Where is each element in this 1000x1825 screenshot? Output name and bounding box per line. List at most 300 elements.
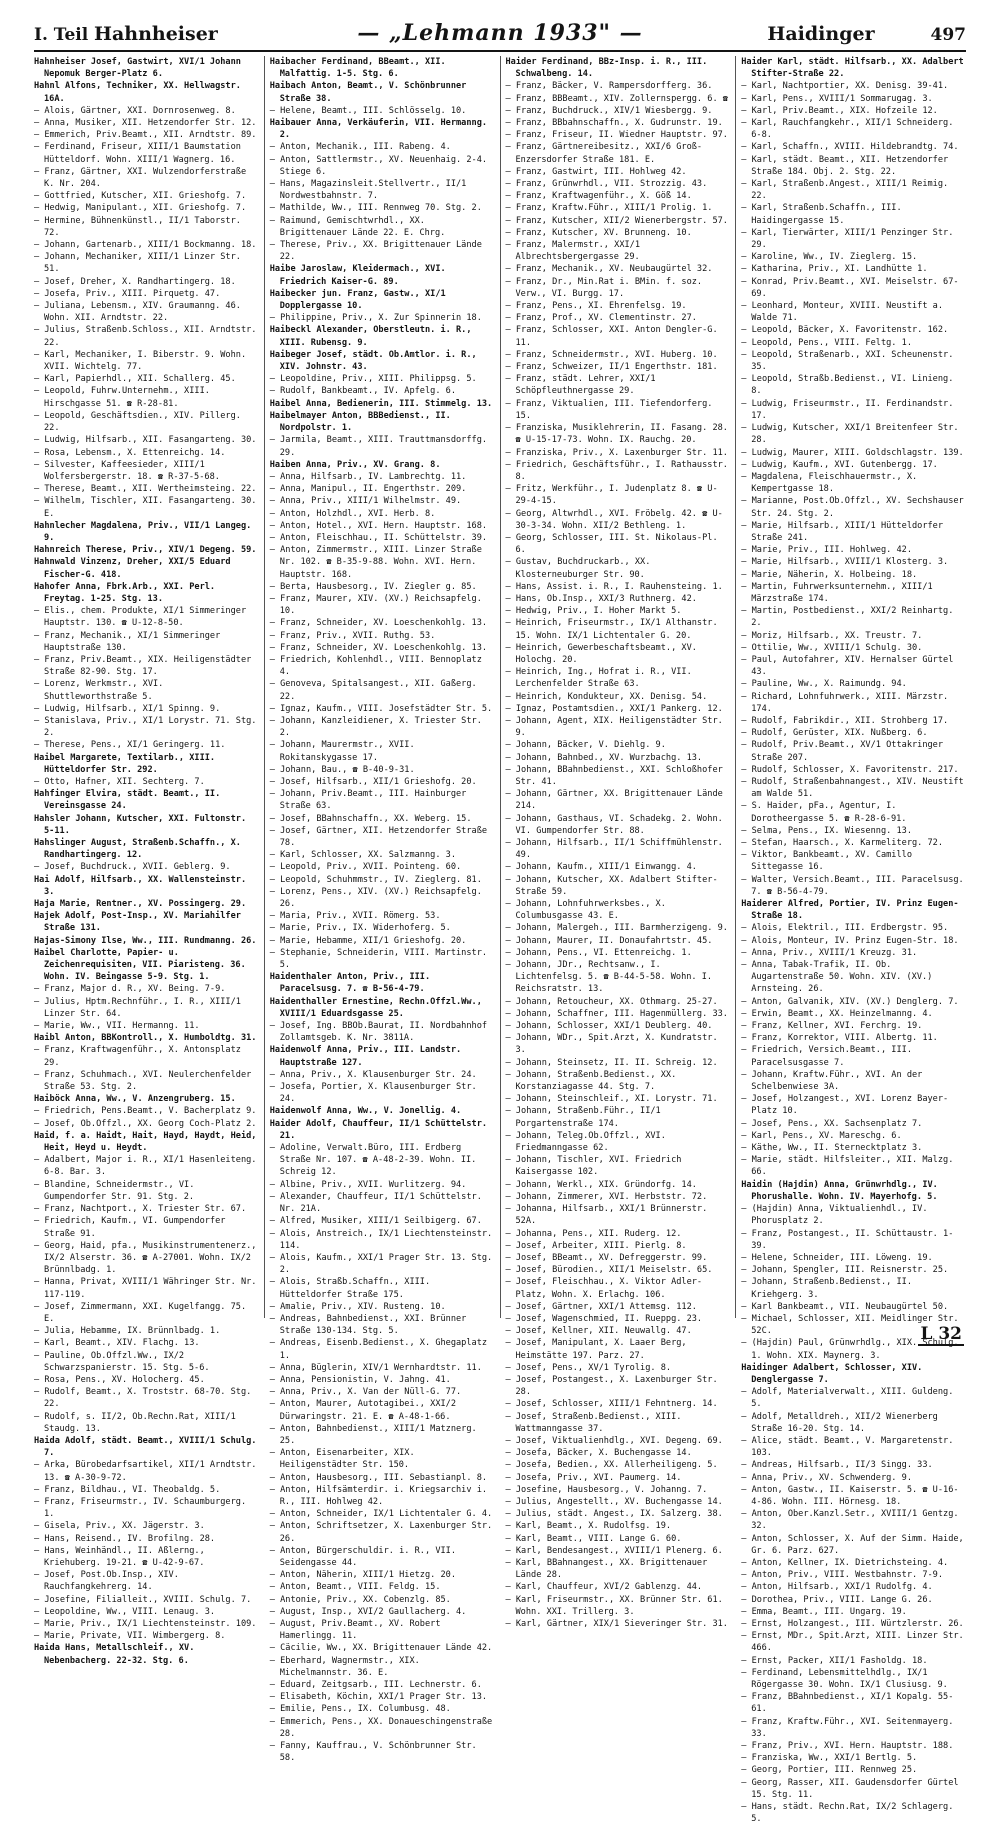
list-item: — Josefa, Priv., XVI. Paumerg. 14. (505, 1472, 682, 1483)
list-item: — Rosa, Pens., XV. Holocherg. 45. (34, 1374, 205, 1385)
list-item: — Silvester, Kaffeesieder, XIII/1 Wolfersbergerstr. 18. ☎ R-37-5-68. (34, 459, 220, 482)
list-item: — Marie, Hebamme, XII/1 Grieshofg. 20. (269, 935, 467, 946)
list-item: — Friedrich, Pens.Beamt., V. Bacherplatz 9. (34, 1106, 257, 1117)
list-item: — Ludwig, Hilfsarb., XII. Fasangarteng. 30. (34, 435, 257, 446)
list-item: — Ludwig, Kaufm., XVI. Gutenbergg. 17. (741, 459, 938, 470)
list-item: — Hedwig, Manipulant., XII. Grieshofg. 7. (34, 203, 247, 214)
list-item: — Karl, Tierwärter, XIII/1 Penzinger Str. 29. (741, 227, 954, 251)
list-item: — Andreas, Bahnbedienst., XXI. Brünner Straße 130-134. Stg. 5. (269, 1313, 467, 1337)
list-item: — Josefa, Bedien., XX. Allerheiligeng. 5. (505, 1460, 718, 1471)
list-item: — Franz, Buchdruck., XIV/1 Wiesbergg. 9. (505, 105, 713, 116)
list-item: — Anton, Schneider, IX/1 Lichtentaler G. 4. (269, 1509, 493, 1520)
list-item: — Anton, Priv., VIII. Westbahnstr. 7-9. (741, 1570, 944, 1581)
list-item: — Marie, Priv., IX/1 Liechtensteinstr. 109. (34, 1619, 257, 1629)
list-item: — Karl, Priv.Beamt., XIX. Hofzeile 12. (741, 105, 938, 116)
list-item: — Friedrich, Geschäftsführ., I. Rathausstr. 8. (505, 459, 728, 482)
page-title: — „Lehmann 1933" — (357, 20, 643, 46)
list-item: — Adolf, Materialverwalt., XIII. Guldeng. 5. (741, 1387, 954, 1410)
list-item: — Anton, Näherin, XIII/1 Hietzg. 20. (269, 1570, 457, 1581)
list-item: — Martin, Postbedienst., XXI/2 Reinhartg. 2. (741, 606, 954, 629)
list-item: — Friedrich, Kohlenhdl., VIII. Bennoplatz 4. (269, 654, 482, 678)
list-item: — Julia, Hebamme, IX. Brünnlbadg. 1. (34, 1326, 221, 1337)
surname-entry: Hahnheiser Josef, Gastwirt, XVI/1 Johann Nepomuk Berger-Platz 6. (34, 57, 241, 80)
list-item: — Johann, Steinschleif., XI. Lorystr. 71. (505, 1094, 718, 1105)
list-item: — Ludwig, Hilfsarb., XI/1 Spinng. 9. (34, 703, 221, 714)
surname-entry: Hahnwald Vinzenz, Dreher, XXI/5 Eduard Fischer-G. 418. (34, 557, 231, 580)
directory-column (34, 56, 264, 1666)
list-item: — Johann, Lohnfuhrwerksbes., X. Columbusgasse 43. E. (505, 899, 666, 922)
list-item: — Anton, Hilfsarb., XXI/1 Rudolfg. 4. (741, 1582, 933, 1593)
list-item: — Franz, Mechanik., XI/1 Simmeringer Hauptstraße 130. (34, 630, 221, 653)
list-item: — Johann, JDr., Rechtsanw., I. Lichtenfelsg. 5. ☎ B-44-5-58. Wohn. I. Reichsratstr. 13. (505, 960, 713, 995)
list-item: — Julius, Hptm.Rechnführ., I. R., XIII/1 Linzer Str. 64. (34, 996, 241, 1019)
list-item: — Josefa, Portier, X. Klausenburger Str. 24. (269, 1082, 477, 1105)
list-item: — Josefa, Bäcker, X. Buchengasse 14. (505, 1448, 692, 1459)
list-item: — Michael, Schlosser, XII. Meidlinger Str. 52C. (741, 1313, 959, 1337)
list-item: — Alois, Monteur, IV. Prinz Eugen-Str. 18. (741, 935, 959, 946)
list-item: — Julius, Straßenb.Schloss., XII. Arndtstr. 22. (34, 325, 257, 348)
list-item: — Franz, Bildhau., VI. Theobaldg. 5. (34, 1484, 221, 1495)
list-item: — Ernst, Holzangest., III. Würtzlerstr. 26. (741, 1619, 964, 1629)
list-item: — Franz, Malermstr., XXI/1 Albrechtsbergergasse 29. (505, 240, 641, 263)
list-item: — Alois, Straßb.Schaffn., XIII. Hütteldorfer Straße 175. (269, 1277, 431, 1300)
list-item: — Franz, Priv., XVII. Ruthg. 53. (269, 630, 436, 641)
list-item: — Johann, Straßenb.Bedienst., II. Kriehgerg. 3. (741, 1277, 912, 1300)
list-item: — Leonhard, Monteur, XVIII. Neustift a. Walde 71. (741, 301, 944, 324)
list-item: — Marie, Priv., IX. Widerhoferg. 5. (269, 923, 451, 934)
surname-entry: Haida Hans, Metallschleif., XV. Nebenbacherg. 22-32. Stg. 6. (34, 1643, 195, 1666)
surname-entry: Haibl Anton, BBKontroll., X. Humboldtg. 31. (34, 1033, 257, 1044)
list-item: — Heinrich, Kondukteur, XX. Denisg. 54. (505, 691, 708, 702)
surname-entry: Haidenthaller Ernestine, Rechn.Offzl.Ww., XVIII/1 Eduardsgasse 25. (269, 996, 482, 1019)
list-item: — Cäcilie, Ww., XX. Brigittenauer Lände 42. (269, 1643, 493, 1654)
list-item: — Josef, Gärtner, XXI/1 Attemsg. 112. (505, 1301, 697, 1312)
surname-entry: Haider Adolf, Chauffeur, II/1 Schüttelstr. 21. (269, 1118, 488, 1141)
list-item: — Anton, Hotel., XVI. Hern. Hauptstr. 168. (269, 520, 488, 531)
list-item: — Josef, Kellner, XII. Neuwallg. 47. (505, 1326, 692, 1337)
list-item: — Josef, Post.Ob.Insp., XIV. Rauchfangkehrerg. 14. (34, 1570, 179, 1593)
surname-entry: Haibacher Ferdinand, BBeamt., XII. Malfattig. 1-5. Stg. 6. (269, 57, 446, 80)
list-item: — Franz, BBBeamt., XIV. Zollernspergg. 6. ☎ (505, 93, 728, 104)
list-item: — Anna, Priv., X. Van der Nüll-G. 77. (269, 1387, 462, 1398)
list-item: — Amalie, Priv., XIV. Rusteng. 10. (269, 1301, 446, 1312)
list-item: — Karl, Chauffeur, XVI/2 Gablenzg. 44. (505, 1582, 703, 1593)
surname-entry: Hahnl Alfons, Techniker, XX. Hellwagstr. 16A. (34, 81, 241, 104)
list-item: — Stefan, Haarsch., X. Karmeliterg. 72. (741, 838, 944, 848)
list-item: — Friedrich, Kaufm., VI. Gumpendorfer Straße 91. (34, 1216, 226, 1239)
list-item: — Katharina, Priv., XI. Landhütte 1. (741, 264, 928, 275)
surname-entry: Hahnlecher Magdalena, Priv., VII/1 Langeg. 9. (34, 520, 252, 543)
list-item: — Josef, Ob.Offzl., XX. Georg Coch-Platz 2. (34, 1118, 257, 1129)
list-item: — Franz, Schlosser, XXI. Anton Dengler-G. 11. (505, 325, 718, 348)
list-item: — Stephanie, Schneiderin, VIII. Martinstr. 5. (269, 947, 488, 971)
last-entry-word: Haidinger (767, 23, 875, 45)
list-item: — Helene, Beamt., III. Schlösselg. 10. (269, 105, 467, 116)
list-item: — Karl, Schlosser, XX. Salzmanng. 3. (269, 850, 457, 861)
surname-entry: Haider Karl, städt. Hilfsarb., XX. Adalbert Stifter-Straße 22. (741, 57, 964, 80)
list-item: — Karl, Mechaniker, I. Biberstr. 9. Wohn. XVII. Wichtelg. 77. (34, 349, 247, 373)
surname-entry: Haja Marie, Rentner., XV. Possingerg. 29. (34, 899, 247, 910)
surname-entry: Hajek Adolf, Post-Insp., XV. Mariahilfer Straße 131. (34, 911, 241, 934)
list-item: — Fritz, Werkführ., I. Judenplatz 8. ☎ U-29-4-15. (505, 484, 718, 507)
list-item: — Anton, Ober.Kanzl.Setr., XVIII/1 Gentzg. 32. (741, 1509, 959, 1532)
list-item: — Pauline, Ww., X. Raimundg. 94. (741, 679, 907, 690)
list-item: — Johann, Teleg.Ob.Offzl., XVI. Friedmanngasse 62. (505, 1130, 666, 1154)
list-item: — Karl, Gärtner, XIX/1 Sieveringer Str. 31. (505, 1619, 728, 1629)
list-item: — Hans, städt. Rechn.Rat, IX/2 Schlagerg. 5. (741, 1802, 954, 1825)
list-item: — Karl, Papierhdl., XII. Schallerg. 45. (34, 374, 236, 385)
list-item: — Anton, Bahnbedienst., XIII/1 Matznerg. 25. (269, 1423, 477, 1446)
list-item: — Josefa, Priv., XIII. Pirquetg. 47. (34, 288, 221, 299)
list-item: — Franz, Kraftw.Führ., XVI. Seitenmayerg. 33. (741, 1716, 954, 1739)
list-item: — Wilhelm, Tischler, XII. Fasangarteng. 30. E. (34, 496, 257, 519)
surname-entry: Haibel Anna, Bedienerin, III. Stimmelg. 13. (269, 398, 493, 409)
list-item: — Käthe, Ww., II. Sternecktplatz 3. (741, 1143, 923, 1154)
list-item: — Hans, Assist. i. R., I. Rauhensteing. 1. (505, 581, 723, 592)
list-item: — Johann, Maurermstr., XVII. Rokitanskygasse 17. (269, 740, 415, 763)
header-divider (34, 50, 966, 52)
list-item: — Franz, Prof., XV. Clementinstr. 27. (505, 313, 697, 324)
list-item: — Genoveva, Spitalsangest., XII. Gaßerg. 22. (269, 679, 477, 702)
list-item: — Anna, Manipul., II. Engerthstr. 209. (269, 484, 467, 495)
list-item: — Hans, Ob.Insp., XXI/3 Ruthnerg. 42. (505, 593, 697, 604)
list-item: — Hans, Reisend., IV. Brofilng. 28. (34, 1533, 216, 1544)
list-item: — Leopold, Straßenarb., XXI. Scheunenstr. 35. (741, 349, 954, 373)
list-item: — Josef, Pens., XV/1 Tyrolig. 8. (505, 1362, 672, 1373)
list-item: — Johann, Gasthaus, VI. Schadekg. 2. Wohn. VI. Gumpendorfer Str. 88. (505, 813, 723, 836)
list-item: — Josef, BBeamt., XV. Defreggerstr. 99. (505, 1252, 708, 1263)
list-item: — Franz, Gärtner, XXI. Wulzendorferstraße K. Nr. 204. (34, 166, 247, 190)
list-item: — Hedwig, Priv., I. Hoher Markt 5. (505, 606, 682, 617)
list-item: — Eduard, Zeitgsarb., III. Lechnerstr. 6. (269, 1680, 482, 1691)
list-item: — Jarmila, Beamt., XIII. Trauttmansdorffg. 29. (269, 435, 488, 458)
list-item: — Franz, Gastwirt, III. Hohlweg 42. (505, 166, 687, 177)
list-item: — Franz, Viktualien, III. Tiefendorferg. 15. (505, 398, 713, 421)
list-item: — Marie, Hilfsarb., XIII/1 Hütteldorfer Straße 241. (741, 520, 944, 543)
list-item: — Marie, Priv., III. Hohlweg. 42. (741, 545, 912, 556)
surname-entry: Hahofer Anna, Fbrk.Arb., XXI. Perl. Freytag. 1-25. Stg. 13. (34, 581, 216, 604)
list-item: — Emmerich, Priv.Beamt., XII. Arndtstr. 89. (34, 130, 257, 141)
list-item: — August, Insp., XVI/2 Gaullacherg. 4. (269, 1606, 467, 1617)
list-item: — Arka, Bürobedarfsartikel, XII/1 Arndtstr. 13. ☎ A-30-9-72. (34, 1460, 257, 1483)
page-header (34, 14, 966, 48)
list-item: — Alexander, Chauffeur, II/1 Schüttelstr. Nr. 21A. (269, 1191, 482, 1215)
list-item: — Anton, Schriftsetzer, X. Laxenburger Str. 26. (269, 1521, 493, 1544)
list-item: — Magdalena, Fleischhauermstr., X. Kempertgasse 18. (741, 471, 918, 495)
list-item: — (Hajdin) Anna, Viktualienhdl., IV. Phorusplatz 2. (741, 1204, 928, 1227)
list-item: — Josef, Schlosser, XIII/1 Fehntnerg. 14. (505, 1399, 718, 1410)
list-item: — Karoline, Ww., IV. Zieglerg. 15. (741, 252, 918, 263)
list-item: — Paul, Autofahrer, XIV. Hernalser Gürtel 43. (741, 654, 954, 678)
list-item: — Ignaz, Kaufm., VIII. Josefstädter Str. 5. (269, 703, 493, 714)
list-item: — Josef, Wagenschmied, II. Rueppg. 23. (505, 1313, 703, 1324)
list-item: — Leopoldine, Priv., XIII. Philippsg. 5. (269, 374, 477, 385)
list-item: — Gisela, Priv., XX. Jägerstr. 3. (34, 1521, 205, 1532)
list-item: — Josef, Holzangest., XVI. Lorenz Bayer-Platz 10. (741, 1094, 949, 1117)
list-item: — Franziska, Ww., XXI/1 Bertlg. 5. (741, 1753, 918, 1764)
list-item: — Therese, Pens., XI/1 Geringerg. 11. (34, 740, 226, 751)
list-item: — Karl, städt. Beamt., XII. Hetzendorfer Straße 184. Obj. 2. Stg. 22. (741, 154, 949, 177)
list-item: — Anton, Beamt., VIII. Feldg. 15. (269, 1582, 441, 1593)
list-item: — Alice, städt. Beamt., V. Margaretenstr. 103. (741, 1435, 954, 1459)
list-item: — Heinrich, Friseurmstr., IX/1 Althanstr. 15. Wohn. IX/1 Lichtentaler G. 20. (505, 618, 718, 641)
list-item: — Leopold, Fuhrw.Unternehm., XIII. Hirschgasse 51. ☎ R-28-81. (34, 386, 210, 409)
list-item: — Johann, Gartenarb., XIII/1 Bockmanng. 18. (34, 240, 257, 251)
list-item: — Therese, Beamt., XII. Wertheimsteing. 22. (34, 484, 257, 495)
list-item: — Franz, Nachtport., X. Triester Str. 67. (34, 1204, 247, 1215)
list-item: — Anna, Büglerin, XIV/1 Wernhardtstr. 11. (269, 1362, 482, 1373)
list-item: — Hermine, Bühnenkünstl., II/1 Taborstr. 72. (34, 215, 241, 238)
directory-column (500, 56, 736, 1629)
list-item: — Hanna, Privat, XVIII/1 Währinger Str. Nr. 117-119. (34, 1277, 257, 1300)
list-item: — Anton, Galvanik, XIV. (XV.) Denglerg. 7. (741, 996, 959, 1007)
list-item: — Hans, Magazinsleit.Stellvertr., II/1 Nordwestbahnstr. 7. (269, 179, 467, 202)
list-item: — Anton, Kellner, IX. Dietrichsteing. 4. (741, 1557, 949, 1568)
surname-entry: Haider Ferdinand, BBz-Insp. i. R., III. Schwalbeng. 14. (505, 57, 708, 80)
list-item: — Anna, Musiker, XII. Hetzendorfer Str. 12. (34, 118, 257, 129)
list-item: — Marie, Private, VII. Wimbergerg. 8. (34, 1631, 226, 1642)
list-item: — Alois, Gärtner, XXI. Dornrosenweg. 8. (34, 105, 236, 116)
list-item: — Anton, Fleischhau., II. Schüttelstr. 39. (269, 532, 488, 543)
list-item: — S. Haider, pFa., Agentur, I. Dorotheergasse 5. ☎ R-28-6-91. (741, 801, 907, 824)
list-item: — Johann, Kutscher, XX. Adalbert Stifter-Straße 59. (505, 874, 718, 897)
list-item: — Josef, Zimmermann, XXI. Kugelfangg. 75. E. (34, 1301, 247, 1324)
list-item: — Albine, Priv., XVII. Wurlitzerg. 94. (269, 1179, 467, 1190)
list-item: — Johann, Malergeh., III. Barmherzigeng. 9. (505, 923, 728, 934)
list-item: — Johann, Priv.Beamt., III. Hainburger Straße 63. (269, 789, 467, 812)
surname-entry: Haiben Anna, Priv., XV. Grang. 8. (269, 459, 441, 470)
list-item: — Josef, Ing. BBOb.Baurat, II. Nordbahnhof Zollamtsgeb. K. Nr. 3811A. (269, 1021, 488, 1044)
list-item: — Franz, Postangest., II. Schüttaustr. 1-39. (741, 1228, 954, 1251)
list-item: — Marie, Ww., VII. Hermanng. 11. (34, 1021, 200, 1032)
surname-entry: Haiderer Alfred, Portier, IV. Prinz Eugen-Straße 18. (741, 899, 959, 922)
list-item: — Johann, Schaffner, III. Hagenmüllerg. 33. (505, 1008, 728, 1019)
list-item: — Johann, Agent, XIX. Heiligenstädter Str. 9. (505, 715, 723, 739)
list-item: — Franz, Grünwrhdl., VII. Strozzig. 43. (505, 179, 708, 190)
list-item: — Ottilie, Ww., XVIII/1 Schulg. 30. (741, 642, 923, 653)
list-item: — Josef, Dreher, X. Randhartingerg. 18. (34, 276, 236, 287)
list-item: — Rudolf, Beamt., X. Troststr. 68-70. Stg. 22. (34, 1387, 252, 1410)
list-item: — Josef, Buchdruck., XVII. Geblerg. 9. (34, 862, 231, 873)
list-item: — Ludwig, Kutscher, XXI/1 Breitenfeer Str. 28. (741, 423, 959, 446)
surname-entry: Haibecker jun. Franz, Gastw., XI/1 Dopplergasse 10. (269, 288, 446, 312)
list-item: — Josefine, Hausbesorg., V. Johanng. 7. (505, 1484, 708, 1495)
list-item: — Anton, Eisenarbeiter, XIX. Heiligenstädter Str. 150. (269, 1448, 415, 1471)
list-item: — Franz, Schweizer, II/1 Engerthstr. 181. (505, 362, 718, 373)
list-item: — Franziska, Musiklehrerin, II. Fasang. 28. ☎ U-15-17-73. Wohn. IX. Rauchg. 20. (505, 423, 728, 446)
list-item: — Franz, Bäcker, V. Rampersdorfferg. 36. (505, 81, 713, 92)
list-item: — Franz, Kellner, XVI. Ferchrg. 19. (741, 1021, 923, 1032)
list-item: — Stanislava, Priv., XI/1 Lorystr. 71. Stg. 2. (34, 715, 257, 739)
list-item: — Josef, Straßenb.Bedienst., XIII. Wattmanngasse 37. (505, 1411, 682, 1434)
list-item: — Blandine, Schneidermstr., VI. Gumpendorfer Str. 91. Stg. 2. (34, 1179, 195, 1202)
list-item: — Dorothea, Priv., VIII. Lange G. 26. (741, 1594, 933, 1605)
list-item: — Johann, Mechaniker, XIII/1 Linzer Str. 51. (34, 252, 241, 275)
list-item: — Leopold, Priv., XVII. Pointeng. 60. (269, 862, 462, 873)
list-item: — Gottfried, Kutscher, XII. Grieshofg. 7. (34, 191, 247, 202)
list-item: — Ernst, Packer, XII/1 Fasholdg. 18. (741, 1655, 928, 1666)
list-item: — Heinrich, Ing., Hofrat i. R., VII. Lerchenfelder Straße 63. (505, 667, 692, 690)
list-item: — Johann, Retoucheur, XX. Othmarg. 25-27. (505, 996, 718, 1007)
list-item: — Franz, Dr., Min.Rat i. BMin. f. soz. Verw., VI. Burgg. 17. (505, 276, 703, 299)
list-item: — Johann, Pens., VI. Ettenreichg. 1. (505, 947, 692, 958)
list-item: — Heinrich, Gewerbeschaftsbeamt., XV. Holochg. 20. (505, 642, 697, 665)
surname-entry: Haibe Jaroslaw, Kleidermach., XVI. Friedrich Kaiser-G. 89. (269, 264, 446, 287)
list-item: — Johann, Kaufm., XIII/1 Einwangg. 4. (505, 862, 697, 873)
list-item: — Georg, Altwrhdl., XVI. Fröbelg. 42. ☎ U-30-3-34. Wohn. XII/2 Bethleng. 1. (505, 508, 723, 531)
list-item: — Rudolf, Priv.Beamt., XV/1 Ottakringer Straße 207. (741, 740, 944, 763)
directory-columns (34, 56, 966, 1825)
list-item: — Franz, Schneidermstr., XVI. Huberg. 10. (505, 349, 718, 360)
list-item: — (Hajdin) Paul, Grünwrhdlg., XIX. Schulg. 1. Wohn. XIX. Maynerg. 3. (741, 1338, 959, 1361)
list-item: — Fanny, Kauffrau., V. Schönbrunner Str. 58. (269, 1741, 477, 1764)
list-item: — Karl, Bendesangest., XVIII/1 Plenerg. 6. (505, 1545, 723, 1556)
list-item: — Franziska, Priv., X. Laxenburger Str. 11. (505, 447, 728, 458)
list-item: — Rudolf, Straßenbahnangest., XIV. Neustift am Walde 51. (741, 776, 964, 800)
list-item: — Johann, Gärtner, XX. Brigittenauer Lände 214. (505, 789, 723, 812)
list-item: — Leopold, Pens., VIII. Feltg. 1. (741, 337, 912, 348)
list-item: — Anton, Hilfsämterdir. i. Kriegsarchiv i. R., III. Hohlweg 42. (269, 1484, 488, 1507)
surname-entry: Haibel Margarete, Textilarb., XIII. Hütteldorfer Str. 292. (34, 752, 216, 775)
list-item: — Johann, Werkl., XIX. Gründorfg. 14. (505, 1179, 697, 1190)
list-item: — Julius, städt. Angest., IX. Salzerg. 38. (505, 1509, 723, 1520)
list-item: — Hans, Weinhändl., II. Aßlerng., Kriehuberg. 19-21. ☎ U-42-9-67. (34, 1545, 205, 1568)
surname-entry: Haida Adolf, städt. Beamt., XVIII/1 Schulg. 7. (34, 1435, 257, 1459)
list-item: — Martin, Fuhrwerksunternehm., XIII/1 Märzstraße 174. (741, 581, 933, 604)
list-item: — Emma, Beamt., III. Ungarg. 19. (741, 1606, 907, 1617)
list-item: — Josefine, Filialleit., XVIII. Schulg. 7. (34, 1594, 252, 1605)
list-item: — Johann, Bau., ☎ B-40-9-31. (269, 764, 415, 775)
list-item: — Johann, WDr., Spit.Arzt, X. Kundratstr. 3. (505, 1033, 718, 1056)
first-entry-word: Hahnheiser (94, 23, 218, 45)
list-item: — Anton, Maurer, Autotagibei., XXI/2 Dürwaringstr. 21. E. ☎ A-48-1-66. (269, 1399, 457, 1422)
list-item: — Franz, Pens., XI. Ehrenfelsg. 19. (505, 301, 687, 312)
list-item: — Rudolf, Schlosser, X. Favoritenstr. 217. (741, 764, 959, 775)
list-item: — Rudolf, Gerüster, XIX. Nußberg. 6. (741, 728, 928, 739)
list-item: — Franz, Schneider, XV. Loeschenkohlg. 13. (269, 618, 488, 629)
list-item: — Johann, Straßenb.Bedienst., XX. Korstanziagasse 44. Stg. 7. (505, 1069, 677, 1093)
list-item: — Josef, Manipulant, X. Laaer Berg, Heimstätte 197. Parz. 27. (505, 1338, 687, 1361)
surname-entry: Haidenthaler Anton, Priv., III. Paracelsusg. 7. ☎ B-56-4-79. (269, 972, 431, 995)
list-item: — Adalbert, Major i. R., XI/1 Hasenleiteng. 6-8. Bar. 3. (34, 1155, 257, 1178)
list-item: — Johanna, Pens., XII. Ruderg. 12. (505, 1228, 682, 1239)
list-item: — Anton, Sattlermstr., XV. Neuenhaig. 2-4. Stiege 6. (269, 154, 488, 177)
list-item: — Ignaz, Postamtsdien., XXI/1 Pankerg. 12. (505, 703, 723, 714)
list-item: — Johann, Steinsetz, II. II. Schreig. 12. (505, 1057, 718, 1068)
list-item: — Franz, Priv.Beamt., XIX. Heiligenstädter Straße 82-90. Stg. 17. (34, 654, 252, 678)
list-item: — Otto, Hafner, XII. Sechterg. 7. (34, 776, 205, 787)
list-item: — Franz, Friseurmstr., IV. Schaumburgerg. 1. (34, 1496, 247, 1520)
list-item: — Emilie, Pens., IX. Columbusg. 48. (269, 1704, 451, 1715)
list-item: — Marianne, Post.Ob.Offzl., XV. Sechshauser Str. 24. Stg. 2. (741, 496, 964, 519)
list-item: — Rudolf, Fabrikdir., XII. Strohberg 17. (741, 715, 949, 726)
list-item: — Alfred, Musiker, XIII/1 Seilbigerg. 67. (269, 1216, 482, 1227)
list-item: — Georg, Haid, pfa., Musikinstrumentenerz., IX/2 Alserstr. 36. ☎ A-27001. Wohn. IX/2 Brünnlbadg. 1. (34, 1240, 257, 1276)
list-item: — Karl, Nachtportier, XX. Denisg. 39-41. (741, 81, 949, 92)
list-item: — Ludwig, Maurer, XIII. Goldschlagstr. 139. (741, 447, 964, 458)
list-item: — Franz, BBbahnschaffn., X. Gudrunstr. 19. (505, 118, 723, 129)
list-item: — Georg, Rasser, XII. Gaudensdorfer Gürtel 15. Stg. 11. (741, 1777, 959, 1800)
surname-entry: Haid, f. a. Haidt, Hait, Hayd, Haydt, Heid, Heit, Heyd u. Heydt. (34, 1130, 257, 1154)
list-item: — Berta, Hausbesorg., IV. Ziegler g. 85. (269, 581, 477, 592)
list-item: — Marie, Hilfsarb., XVIII/1 Klosterg. 3. (741, 557, 949, 568)
list-item: — Anton, Gastw., II. Kaiserstr. 5. ☎ U-16-4-86. Wohn. III. Hörnesg. 18. (741, 1484, 959, 1507)
list-item: — Anna, Priv., XIII/1 Wilhelmstr. 49. (269, 496, 462, 507)
list-item: — Anton, Holzhdl., XVI. Herb. 8. (269, 508, 436, 519)
list-item: — Rudolf, Bankbeamt., IV. Apfelg. 6. (269, 386, 457, 397)
surname-entry: Hahnreich Therese, Priv., XIV/1 Degeng. 59. (34, 545, 257, 556)
surname-entry: Haidinger Adalbert, Schlosser, XIV. Denglergasse 7. (741, 1362, 923, 1385)
list-item: — Josef, Fleischhau., X. Viktor Adler-Platz, Wohn. X. Erlachg. 106. (505, 1277, 703, 1300)
list-item: — Philippine, Priv., X. Zur Spinnerin 18. (269, 313, 482, 324)
list-item: — Franz, Friseur, II. Wiedner Hauptstr. 97. (505, 130, 728, 141)
list-item: — Marie, Näherin, X. Holbeing. 18. (741, 569, 918, 580)
list-item: — Leopoldine, Ww., VIII. Lenaug. 3. (34, 1606, 216, 1617)
list-item: — Alois, Anstreich., IX/1 Liechtensteinstr. 114. (269, 1228, 493, 1251)
list-item: — Ludwig, Friseurmstr., II. Ferdinandstr. 17. (741, 398, 954, 421)
list-item: — Ernst, MDr., Spit.Arzt, XIII. Linzer Str. 466. (741, 1631, 964, 1654)
list-item: — Leopold, Straßb.Bedienst., VI. Linieng. 8. (741, 374, 954, 397)
section-label: I. Teil (34, 25, 89, 45)
list-item: — Therese, Priv., XX. Brigittenauer Lände 22. (269, 240, 482, 263)
list-item: — Karl, Friseurmstr., XX. Brünner Str. 61. Wohn. XXI. Trillerg. 3. (505, 1594, 723, 1617)
list-item: — Mathilde, Ww., III. Rennweg 70. Stg. 2. (269, 203, 482, 214)
list-item: — Elis., chem. Produkte, XI/1 Simmeringer Hauptstr. 130. ☎ U-12-8-50. (34, 606, 247, 629)
list-item: — Karl Bankbeamt., VII. Neubaugürtel 50. (741, 1301, 949, 1312)
list-item: — Andreas, Eisenb.Bedienst., X. Ghegaplatz 1. (269, 1338, 488, 1361)
surname-entry: Hahslinger August, Straßenb.Schaffn., X. Randhartingerg. 12. (34, 838, 241, 861)
list-item: — Franz, Gärtnereibesitz., XXI/6 Groß-Enzersdorfer Straße 181. E. (505, 142, 703, 165)
list-item: — Johann, Schlosser, XXI/1 Deublerg. 40. (505, 1021, 713, 1032)
directory-column (264, 56, 500, 1764)
list-item: — Anna, Priv., X. Klausenburger Str. 24. (269, 1069, 477, 1080)
list-item: — Pauline, Ob.Offzl.Ww., IX/2 Schwarzspanierstr. 15. Stg. 5-6. (34, 1350, 210, 1373)
list-item: — Anna, Pensionistin, V. Jahng. 41. (269, 1374, 451, 1385)
surname-entry: Haibach Anton, Beamt., V. Schönbrunner Straße 38. (269, 81, 467, 104)
surname-entry: Hahfinger Elvira, städt. Beamt., II. Vereinsgasse 24. (34, 789, 221, 812)
list-item: — Josef, Arbeiter, XIII. Pierlg. 8. (505, 1240, 687, 1251)
list-item: — Johann, BBahnbedienst., XXI. Schloßhofer Str. 41. (505, 764, 723, 787)
surname-entry: Haibelmayer Anton, BBBedienst., II. Nordpolstr. 1. (269, 410, 451, 434)
list-item: — Moriz, Hilfsarb., XX. Treustr. 7. (741, 630, 923, 641)
list-item: — Rudolf, s. II/2, Ob.Rechn.Rat, XIII/1 Staudg. 13. (34, 1411, 236, 1434)
list-item: — Lorenz, Pens., XIV. (XV.) Reichsapfelg. 26. (269, 886, 482, 910)
list-item: — Anton, Schlosser, X. Auf der Simm. Haide, Gr. 6. Parz. 627. (741, 1533, 964, 1556)
list-item: — Johanna, Hilfsarb., XXI/1 Brünnerstr. 52A. (505, 1204, 708, 1227)
list-item: — Johann, Kraftw.Führ., XVI. An der Schelbenwiese 3A. (741, 1069, 923, 1093)
list-item: — Karl, Pens., XVIII/1 Sommarugag. 3. (741, 93, 933, 104)
sheet-signature: L 32 (920, 1324, 962, 1344)
list-item: — Selma, Pens., IX. Wiesenng. 13. (741, 825, 912, 836)
surname-entry: Haibauer Anna, Verkäuferin, VII. Hermanng. 2. (269, 118, 488, 141)
list-item: — Johann, Hilfsarb., II/1 Schiffmühlenstr. 49. (505, 838, 723, 861)
list-item: — Franz, Maurer, XIV. (XV.) Reichsapfelg. 10. (269, 593, 482, 617)
surname-entry: Haibeger Josef, städt. Ob.Amtlor. i. R., XIV. Johnstr. 43. (269, 349, 477, 373)
list-item: — Franz, Kutscher, XV. Brunneng. 10. (505, 227, 692, 238)
list-item: — Adolf, Metalldreh., XII/2 Wienerberg Straße 16-20. Stg. 14. (741, 1411, 938, 1434)
list-item: — Anton, Mechanik., III. Rabeng. 4. (269, 142, 451, 153)
list-item: — Leopold, Geschäftsdien., XIV. Pillerg. 22. (34, 410, 241, 434)
list-item: — Franz, Priv., XVI. Hern. Hauptstr. 188. (741, 1741, 954, 1752)
list-item: — Franz, Kutscher, XII/2 Wienerbergstr. 57. (505, 215, 728, 226)
list-item: — Friedrich, Versich.Beamt., III. Paracelsusgasse 7. (741, 1045, 912, 1068)
list-item: — Julius, Angestellt., XV. Buchengasse 14. (505, 1496, 723, 1507)
list-item: — Josef, Pens., XX. Sachsenplatz 7. (741, 1118, 923, 1129)
list-item: — Elisabeth, Köchin, XXI/1 Prager Str. 13. (269, 1692, 488, 1703)
list-item: — Franz, Kraftwagenführ., X. Göß 14. (505, 191, 692, 202)
list-item: — Franz, Major d. R., XV. Being. 7-9. (34, 984, 226, 995)
list-item: — Marie, städt. Hilfsleiter., XII. Malzg. 66. (741, 1155, 954, 1178)
